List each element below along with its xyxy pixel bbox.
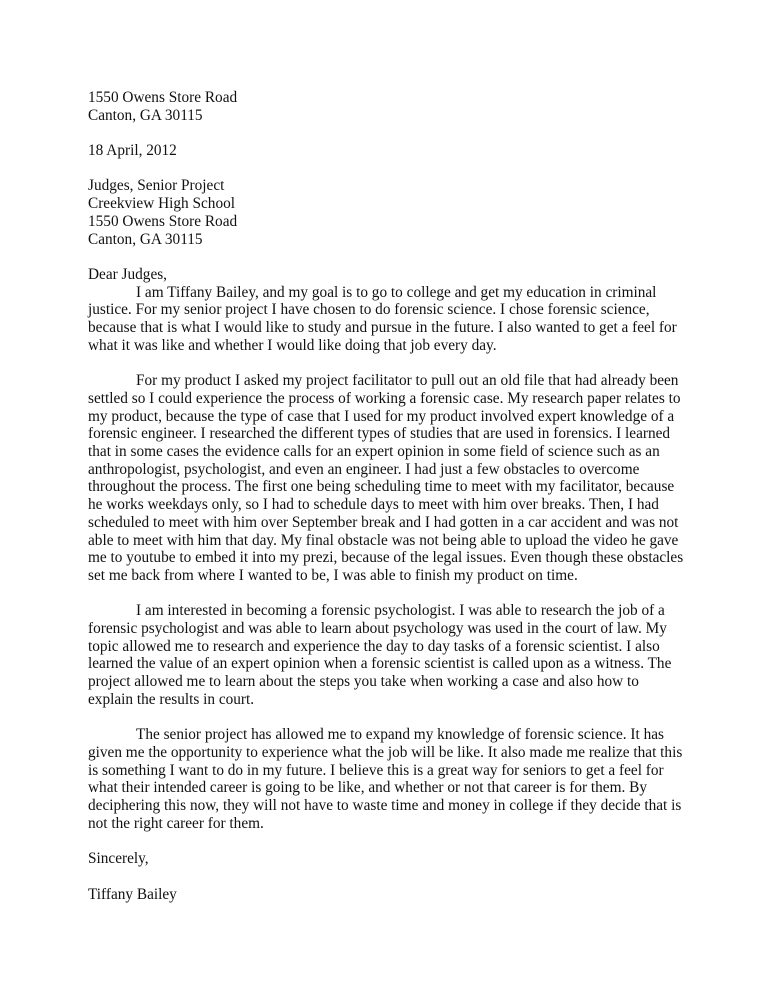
- body-paragraph: [88, 602, 728, 708]
- paragraph-line: forensic engineer. I researched the different types of studies that are used in forensics. I learned: [88, 425, 671, 443]
- signature-name: Tiffany Bailey: [88, 885, 177, 903]
- paragraph-line: able to meet with him that day. My final obstacle was not being able to upload the video he gave: [88, 531, 679, 549]
- paragraph-line: not the right career for them.: [88, 814, 264, 832]
- sender-address: [88, 89, 728, 124]
- paragraph-line: my product, because the type of case that I used for my product involved expert knowledge of a: [88, 407, 675, 425]
- paragraph-line: forensic psychologist and was able to learn about psychology was used in the court of law. My: [88, 620, 667, 638]
- paragraph-line: I am interested in becoming a forensic psychologist. I was able to research the job of a: [136, 602, 665, 620]
- paragraph-line: topic allowed me to research and experience the day to day tasks of a forensic scientist. I also: [88, 637, 660, 655]
- date-text: 18 April, 2012: [88, 142, 177, 160]
- paragraph-line: learned the value of an expert opinion when a forensic scientist is called upon as a witness. The: [88, 655, 672, 673]
- paragraph-line: me to youtube to embed it into my prezi, because of the legal issues. Even though these obstacles: [88, 549, 684, 567]
- paragraph-line: deciphering this now, they will not have to waste time and money in college if they decide that is: [88, 797, 682, 815]
- paragraph-line: is something I want to do in my future. I believe this is a great way for seniors to get a feel for: [88, 761, 664, 779]
- closing: [88, 850, 728, 868]
- paragraph-line: scheduled to meet with him over September break and I had gotten in a car accident and was not: [88, 513, 679, 531]
- address-line: Judges, Senior Project: [88, 177, 225, 195]
- letter-body: [88, 284, 728, 833]
- body-paragraph: [88, 726, 728, 832]
- paragraph-line: because that is what I would like to study and pursue in the future. I also wanted to get a feel for: [88, 319, 677, 337]
- paragraph-line: given me the opportunity to experience what the job will be like. It also made me realize that this: [88, 743, 683, 761]
- paragraph-line: I am Tiffany Bailey, and my goal is to go to college and get my education in criminal: [136, 283, 657, 301]
- letter-page: [88, 89, 728, 903]
- body-paragraph: [88, 284, 728, 355]
- address-line: Creekview High School: [88, 195, 235, 213]
- paragraph-line: settled so I could experience the process of working a forensic case. My research paper relates to: [88, 389, 681, 407]
- paragraph-line: he works weekdays only, so I had to schedule days to meet with him over breaks. Then, I had: [88, 496, 659, 514]
- recipient-address: [88, 177, 728, 248]
- letter-date: [88, 142, 728, 160]
- paragraph-line: justice. For my senior project I have chosen to do forensic science. I chose forensic science,: [88, 301, 650, 319]
- paragraph-line: anthropologist, psychologist, and even an engineer. I had just a few obstacles to overcome: [88, 460, 640, 478]
- address-line: 1550 Owens Store Road: [88, 89, 238, 106]
- paragraph-line: project allowed me to learn about the steps you take when working a case and also how to: [88, 673, 639, 691]
- address-line: Canton, GA 30115: [88, 230, 203, 248]
- body-paragraph: [88, 372, 728, 584]
- address-line: 1550 Owens Store Road: [88, 212, 238, 230]
- paragraph-line: explain the results in court.: [88, 690, 255, 708]
- paragraph-line: throughout the process. The first one being scheduling time to meet with my facilitator, because: [88, 478, 675, 496]
- paragraph-line: what it was like and whether I would like doing that job every day.: [88, 336, 497, 354]
- paragraph-line: set me back from where I wanted to be, I was able to finish my product on time.: [88, 566, 578, 584]
- paragraph-line: The senior project has allowed me to expand my knowledge of forensic science. It has: [136, 726, 664, 744]
- salutation: Dear Judges,: [88, 265, 168, 283]
- paragraph-line: For my product I asked my project facilitator to pull out an old file that had already been: [136, 372, 679, 390]
- paragraph-line: what their intended career is going to be like, and whether or not that career is for them. By: [88, 779, 647, 797]
- closing-text: Sincerely,: [88, 850, 149, 868]
- paragraph-line: that in some cases the evidence calls for an expert opinion in some field of science such as an: [88, 443, 660, 460]
- address-line: Canton, GA 30115: [88, 106, 203, 124]
